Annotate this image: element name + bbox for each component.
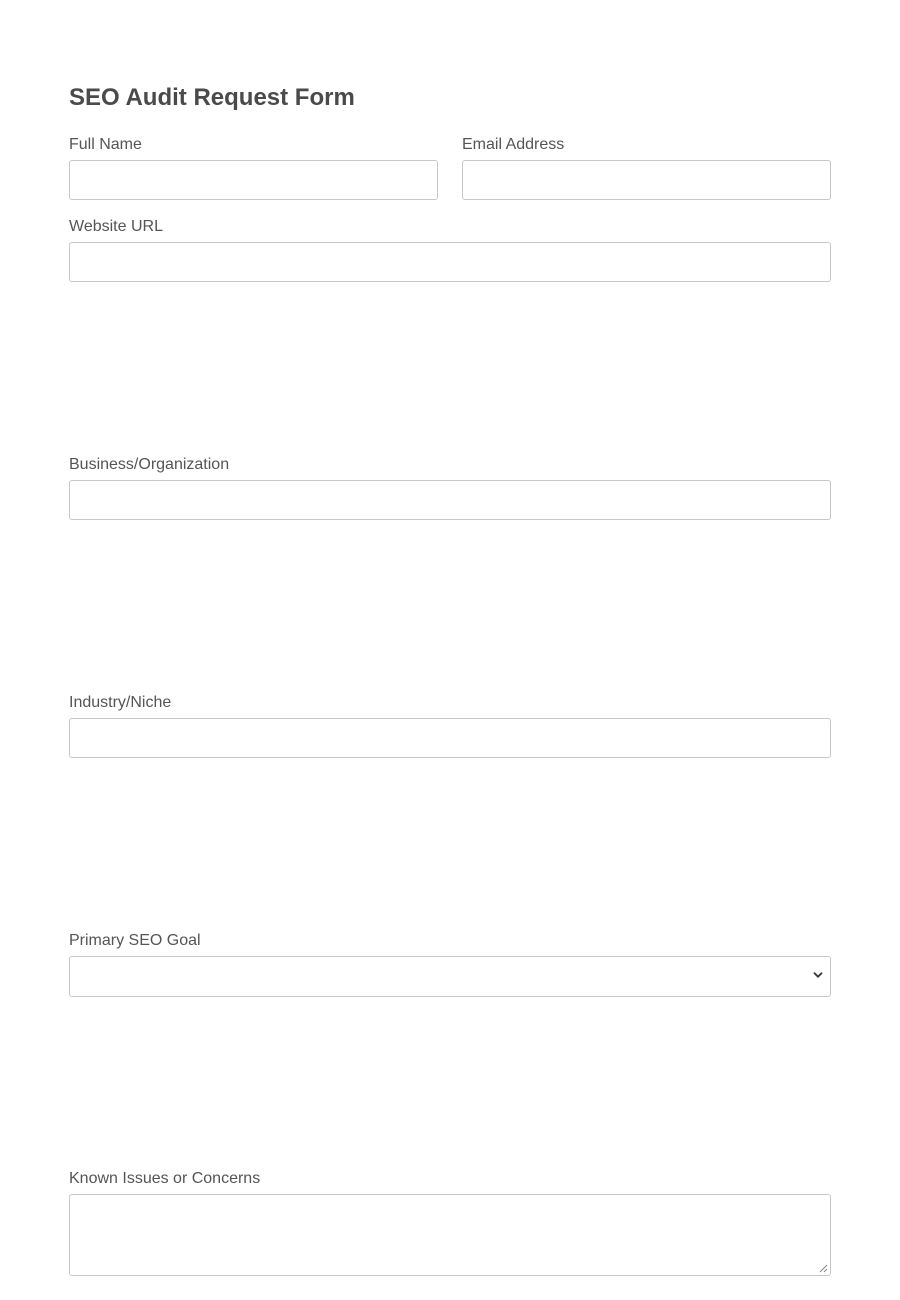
issues-label: Known Issues or Concerns xyxy=(69,1170,261,1187)
email-label: Email Address xyxy=(462,136,565,153)
seo-goal-select[interactable] xyxy=(69,956,831,997)
full-name-label: Full Name xyxy=(69,136,142,153)
page-title: SEO Audit Request Form xyxy=(69,84,355,111)
business-label: Business/Organization xyxy=(69,456,230,473)
email-input[interactable] xyxy=(462,160,831,200)
resize-handle-icon[interactable] xyxy=(818,1263,828,1273)
full-name-input[interactable] xyxy=(69,160,438,200)
chevron-down-icon xyxy=(812,969,824,981)
website-url-label: Website URL xyxy=(69,218,163,235)
issues-textarea[interactable] xyxy=(69,1194,831,1276)
website-url-input[interactable] xyxy=(69,242,831,282)
industry-input[interactable] xyxy=(69,718,831,758)
seo-goal-label: Primary SEO Goal xyxy=(69,932,201,949)
industry-label: Industry/Niche xyxy=(69,694,172,711)
business-input[interactable] xyxy=(69,480,831,520)
